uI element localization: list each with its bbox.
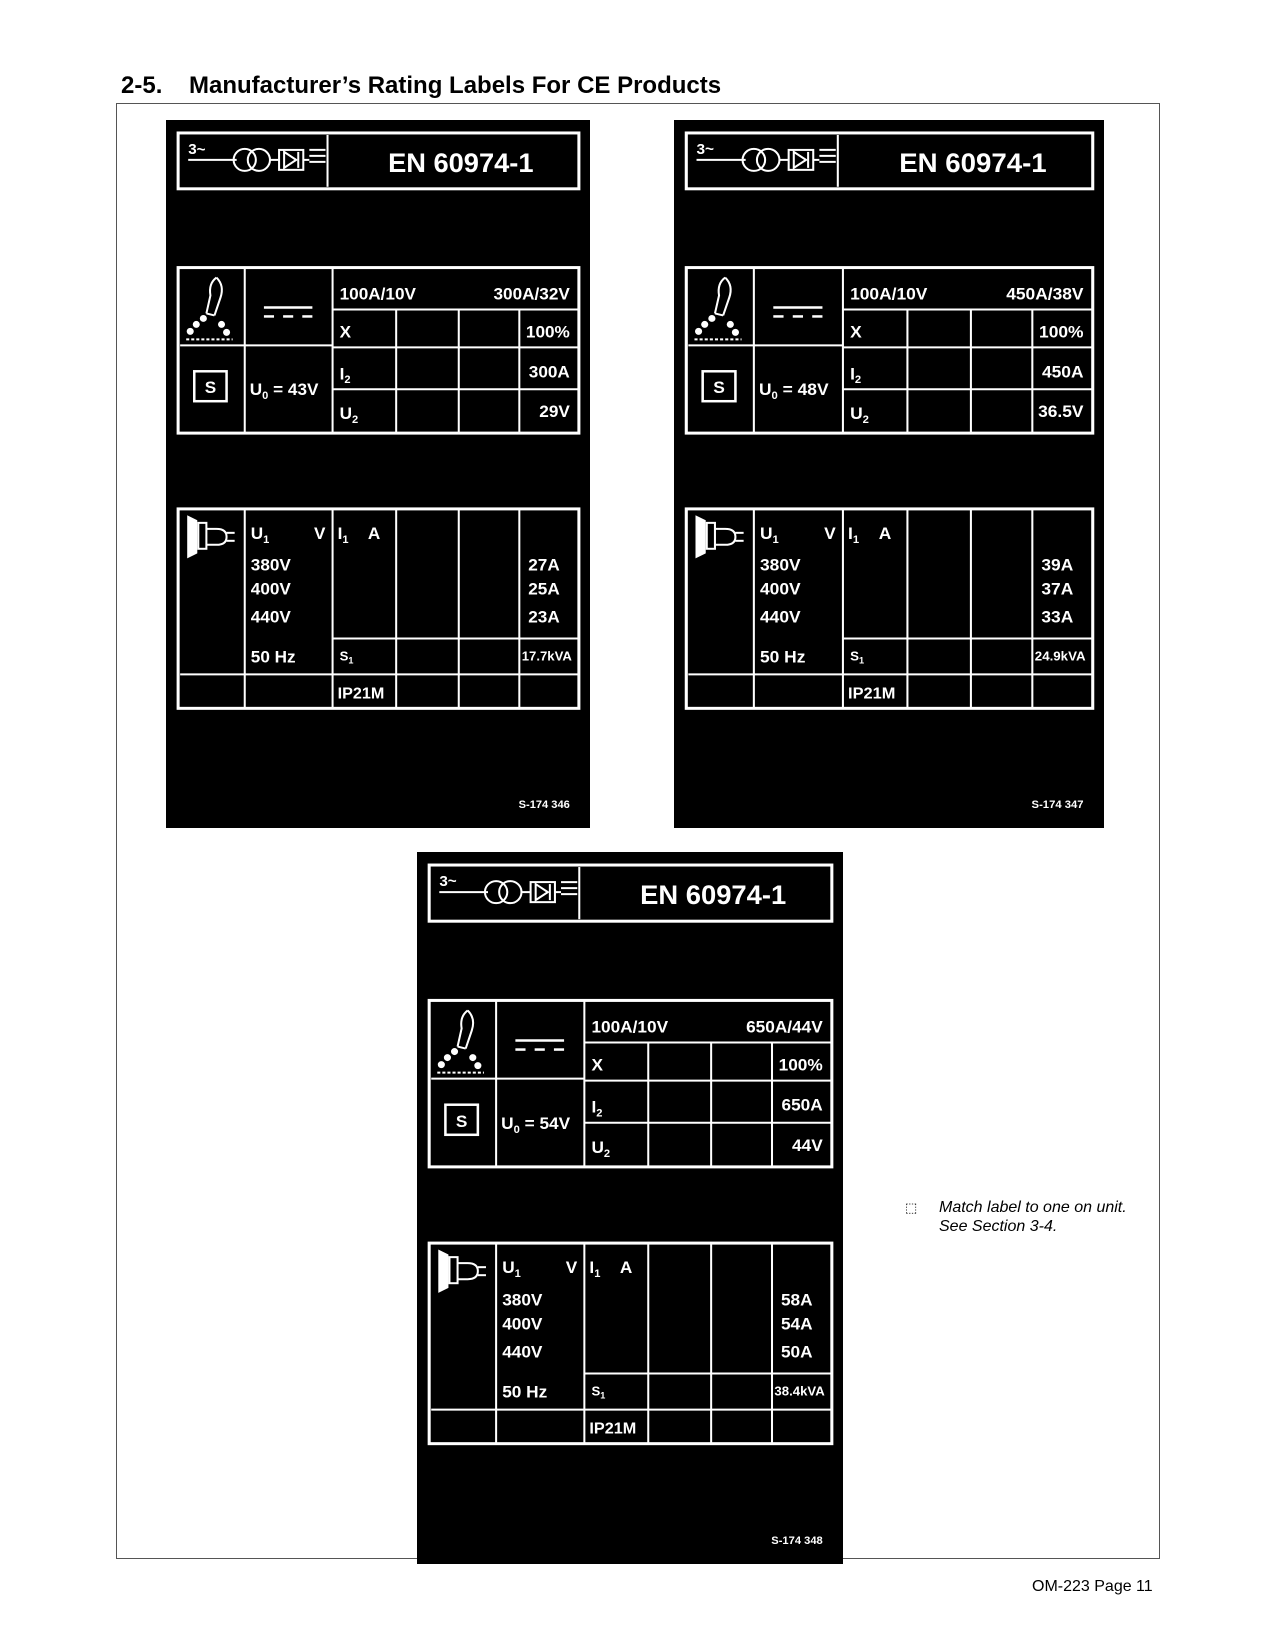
u1-label: $U_1$ — [760, 523, 779, 546]
input-voltage-3: 440V — [250, 607, 291, 627]
input-current-3: 33A — [1041, 606, 1074, 627]
input-voltage-1: 380V — [250, 555, 291, 575]
page-footer: OM-223 Page 11 — [1032, 1578, 1153, 1595]
rating-label-svg — [674, 120, 1104, 828]
input-current-1: 27A — [528, 555, 560, 575]
duty-cycle-value: 100% — [778, 1054, 823, 1075]
u2-value: 44V — [792, 1134, 823, 1155]
input-current-3: 23A — [528, 607, 560, 627]
u2-label: $U_2$ — [339, 404, 359, 427]
u0-label: $U_0 = 48V$ — [758, 379, 829, 403]
s-symbol: S — [204, 378, 217, 398]
part-number: S-174 348 — [771, 1534, 823, 1547]
rating-low: 100A/10V — [339, 284, 416, 304]
i1-unit: A — [878, 523, 892, 543]
u1-unit: V — [824, 523, 836, 543]
s-symbol: S — [713, 377, 725, 398]
frequency: 50 Hz — [250, 647, 296, 667]
u2-value: 36.5V — [1038, 401, 1084, 422]
mig-welding-torch-icon — [437, 1010, 484, 1072]
i1-unit: A — [367, 523, 381, 543]
standard-number: EN 60974-1 — [899, 147, 1047, 178]
svg-text:3~: 3~ — [696, 141, 715, 158]
input-current-3: 50A — [780, 1341, 813, 1362]
i2-label: $I_2$ — [339, 364, 351, 387]
svg-text:3~: 3~ — [439, 873, 457, 891]
transformer-rectifier-symbol-icon — [188, 141, 325, 171]
input-voltage-3: 440V — [502, 1341, 543, 1362]
u1-label: $U_1$ — [250, 523, 270, 546]
input-voltage-1: 380V — [760, 554, 801, 575]
i1-label: $I_1$ — [337, 523, 349, 546]
note-text: Match label to one on unit. See Section 3-4. — [939, 1199, 1127, 1235]
u0-label: $U_0 = 43V$ — [249, 380, 319, 403]
frequency: 50 Hz — [502, 1381, 548, 1402]
u2-label: $U_2$ — [591, 1136, 611, 1160]
i2-label: $I_2$ — [591, 1096, 603, 1120]
i1-label: $I_1$ — [848, 523, 860, 546]
input-current-1: 58A — [780, 1289, 813, 1310]
standard-number: EN 60974-1 — [640, 879, 787, 911]
standard-number: EN 60974-1 — [388, 147, 534, 178]
u1-unit: V — [314, 523, 326, 543]
s1-label: $S_1$ — [850, 648, 865, 666]
frequency: 50 Hz — [760, 646, 806, 667]
input-voltage-1: 380V — [502, 1289, 543, 1310]
note-bullet-icon: ⬚ — [905, 1200, 918, 1215]
power-plug-icon — [439, 1251, 486, 1291]
kva-value: 38.4kVA — [774, 1383, 825, 1399]
u1-label: $U_1$ — [502, 1257, 521, 1281]
rating-label-2 — [674, 120, 1104, 828]
input-voltage-2: 400V — [760, 578, 801, 599]
transformer-rectifier-symbol-icon — [697, 141, 836, 171]
duty-cycle-value: 100% — [1039, 321, 1084, 342]
u2-value: 29V — [539, 402, 570, 422]
i2-value: 300A — [528, 362, 570, 382]
input-voltage-2: 400V — [250, 579, 291, 599]
i2-label: $I_2$ — [850, 363, 862, 387]
power-plug-icon — [697, 517, 744, 557]
kva-value: 17.7kVA — [521, 648, 572, 664]
i1-label: $I_1$ — [589, 1257, 601, 1281]
rating-high: 450A/38V — [1006, 283, 1084, 304]
u1-unit: V — [565, 1257, 578, 1278]
ip-rating: IP21M — [848, 684, 896, 703]
u2-label: $U_2$ — [850, 403, 869, 427]
i1-unit: A — [619, 1257, 633, 1278]
rating-label-1 — [166, 120, 590, 828]
rating-low: 100A/10V — [591, 1016, 669, 1037]
rating-label-3 — [417, 852, 843, 1564]
duty-cycle-label: X — [591, 1054, 603, 1075]
i2-value: 450A — [1041, 361, 1084, 382]
dc-output-icon — [264, 307, 312, 316]
section-title: Manufacturer’s Rating Labels For CE Products — [189, 72, 722, 99]
input-voltage-3: 440V — [760, 606, 801, 627]
s-symbol: S — [455, 1110, 468, 1131]
kva-value: 24.9kVA — [1034, 648, 1086, 664]
rating-low: 100A/10V — [850, 283, 928, 304]
svg-text:3~: 3~ — [188, 140, 206, 158]
mig-welding-torch-icon — [694, 278, 741, 340]
input-current-1: 39A — [1041, 554, 1074, 575]
input-current-2: 37A — [1041, 578, 1074, 599]
input-voltage-2: 400V — [502, 1313, 543, 1334]
section-number: 2-5. — [121, 72, 163, 99]
rating-high: 650A/44V — [746, 1016, 823, 1037]
section-heading — [121, 72, 721, 100]
u0-label: $U_0 = 54V$ — [501, 1112, 571, 1136]
ip-rating: IP21M — [337, 684, 385, 703]
i2-value: 650A — [781, 1094, 823, 1115]
mig-welding-torch-icon — [186, 278, 232, 340]
ip-rating: IP21M — [589, 1419, 637, 1438]
duty-cycle-label: X — [850, 321, 862, 342]
part-number: S-174 346 — [518, 799, 570, 812]
dc-output-icon — [515, 1041, 564, 1050]
part-number: S-174 347 — [1031, 799, 1084, 812]
s1-label: $S_1$ — [591, 1383, 606, 1401]
s1-label: $S_1$ — [339, 648, 354, 666]
rating-label-svg — [166, 120, 590, 828]
power-plug-icon — [188, 517, 234, 557]
input-current-2: 54A — [780, 1313, 813, 1334]
transformer-rectifier-symbol-icon — [439, 873, 577, 903]
duty-cycle-label: X — [339, 322, 352, 342]
duty-cycle-value: 100% — [525, 322, 570, 342]
dc-output-icon — [773, 307, 822, 316]
input-current-2: 25A — [528, 579, 560, 599]
rating-high: 300A/32V — [493, 284, 570, 304]
rating-label-svg — [417, 852, 843, 1564]
